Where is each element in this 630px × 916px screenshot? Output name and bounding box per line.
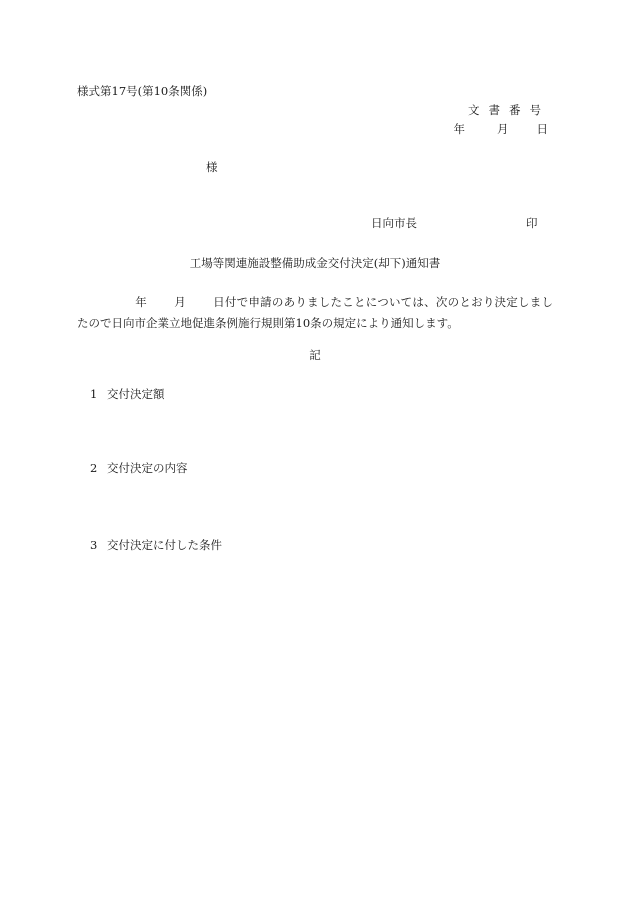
body-month: 月 [173, 295, 186, 309]
date-year: 年 [453, 122, 465, 136]
sender-name: 日向市長 [371, 216, 417, 230]
document-date [454, 124, 549, 136]
list-item [90, 389, 165, 401]
item-number: 1 [90, 387, 98, 401]
list-item [90, 540, 222, 552]
body-text: 日付で申請のありましたことについては、次のとおり決定しましたので日向市企業立地促進条例施行規則第10条の規定により通知します。 [77, 295, 553, 330]
seal-mark: 印 [526, 216, 538, 230]
item-number: 2 [90, 461, 98, 475]
document-number-label: 文書番号 [468, 103, 550, 117]
addressee-suffix: 様 [206, 160, 218, 174]
list-item [90, 463, 188, 475]
item-label: 交付決定の内容 [107, 461, 188, 475]
item-label: 交付決定額 [107, 387, 165, 401]
notice-body [77, 292, 553, 334]
item-number: 3 [90, 538, 98, 552]
body-year: 年 [135, 295, 147, 309]
item-label: 交付決定に付した条件 [107, 538, 222, 552]
date-day: 日 [536, 122, 548, 136]
date-month: 月 [497, 122, 509, 136]
ki-heading: 記 [309, 348, 321, 362]
document-title: 工場等関連施設整備助成金交付決定(却下)通知書 [189, 256, 441, 270]
form-number: 様式第17号(第10条関係) [77, 84, 208, 98]
